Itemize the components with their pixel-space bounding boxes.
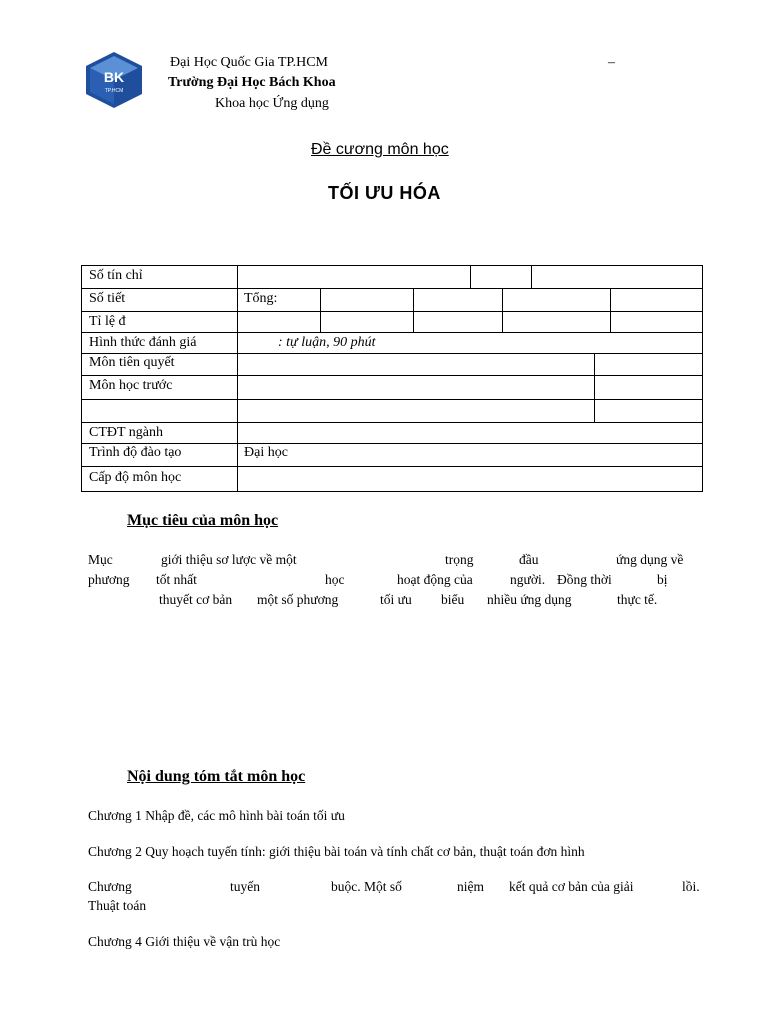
objectives-word: Mục (88, 552, 113, 567)
objectives-word: trọng (445, 552, 474, 567)
chapter-3-word: lồi. (682, 879, 700, 894)
objectives-word: ứng dụng về (616, 552, 684, 567)
objectives-word: đầu (519, 552, 539, 567)
objectives-word: Đồng thời (557, 572, 612, 587)
objectives-word: tối ưu (380, 592, 412, 607)
chapter-3-word: tuyến (230, 879, 260, 894)
row-previous-course-label: Môn học trước (89, 378, 173, 393)
header-dash: – (608, 55, 615, 70)
doc-subtitle: Đề cương môn học (311, 141, 449, 158)
objectives-word: học (325, 572, 345, 587)
row-assessment-value: : tự luận, 90 phút (278, 335, 376, 350)
row-periods-total: Tổng: (244, 291, 278, 306)
chapter-1: Chương 1 Nhập đề, các mô hình bài toán tối ưu (88, 808, 345, 823)
chapter-3-word: buộc. Một số (331, 879, 402, 894)
row-level-label: Trình độ đào tạo (89, 445, 182, 460)
objectives-word: hoạt động của (397, 572, 473, 587)
logo-text: BK (103, 69, 125, 85)
objectives-word: biểu (441, 592, 465, 607)
chapter-3-line2: Thuật toán (88, 898, 147, 913)
doc-title: TỐI ƯU HÓA (328, 183, 441, 203)
objectives-word: tốt nhất (156, 572, 197, 587)
row-program-label: CTĐT ngành (89, 425, 164, 440)
objectives-word: giới thiệu sơ lược về một (161, 552, 297, 567)
header-line-university: Đại Học Quốc Gia TP.HCM (170, 55, 329, 70)
logo-subtext: TP.HCM (104, 88, 124, 94)
chapter-2: Chương 2 Quy hoạch tuyến tính: giới thiệu bài toán và tính chất cơ bản, thuật toán đơn hình (88, 844, 585, 859)
row-ratio-label: Tỉ lệ đ (89, 314, 126, 329)
objectives-word: thực tế. (617, 592, 658, 607)
chapter-3-word: niệm (457, 879, 484, 894)
row-level-value: Đại học (244, 445, 288, 460)
row-credits-label: Số tín chỉ (89, 268, 143, 283)
objectives-word: nhiều ứng dụng (487, 592, 572, 607)
chapter-4: Chương 4 Giới thiệu về vận trù học (88, 934, 281, 949)
objectives-word: người. (510, 572, 546, 587)
row-periods-label: Số tiết (89, 291, 126, 306)
course-info-table (81, 265, 703, 492)
objectives-word: bị (657, 572, 668, 587)
university-logo (86, 52, 142, 108)
chapter-3-word: Chương (88, 879, 132, 894)
header-line-faculty: Khoa học Ứng dụng (215, 96, 329, 111)
row-assessment-label: Hình thức đánh giá (89, 335, 197, 350)
objectives-heading: Mục tiêu của môn học (127, 512, 279, 529)
row-course-level-label: Cấp độ môn học (89, 470, 182, 485)
objectives-word: một số phương (257, 592, 339, 607)
header-line-school: Trường Đại Học Bách Khoa (168, 75, 336, 90)
objectives-word: phương (88, 572, 130, 587)
chapter-3-word: kết quả cơ bản của giải (509, 879, 634, 894)
content-heading: Nội dung tóm tắt môn học (127, 768, 306, 785)
objectives-word: thuyết cơ bản (159, 592, 233, 607)
row-prerequisite-label: Môn tiên quyết (89, 355, 175, 370)
